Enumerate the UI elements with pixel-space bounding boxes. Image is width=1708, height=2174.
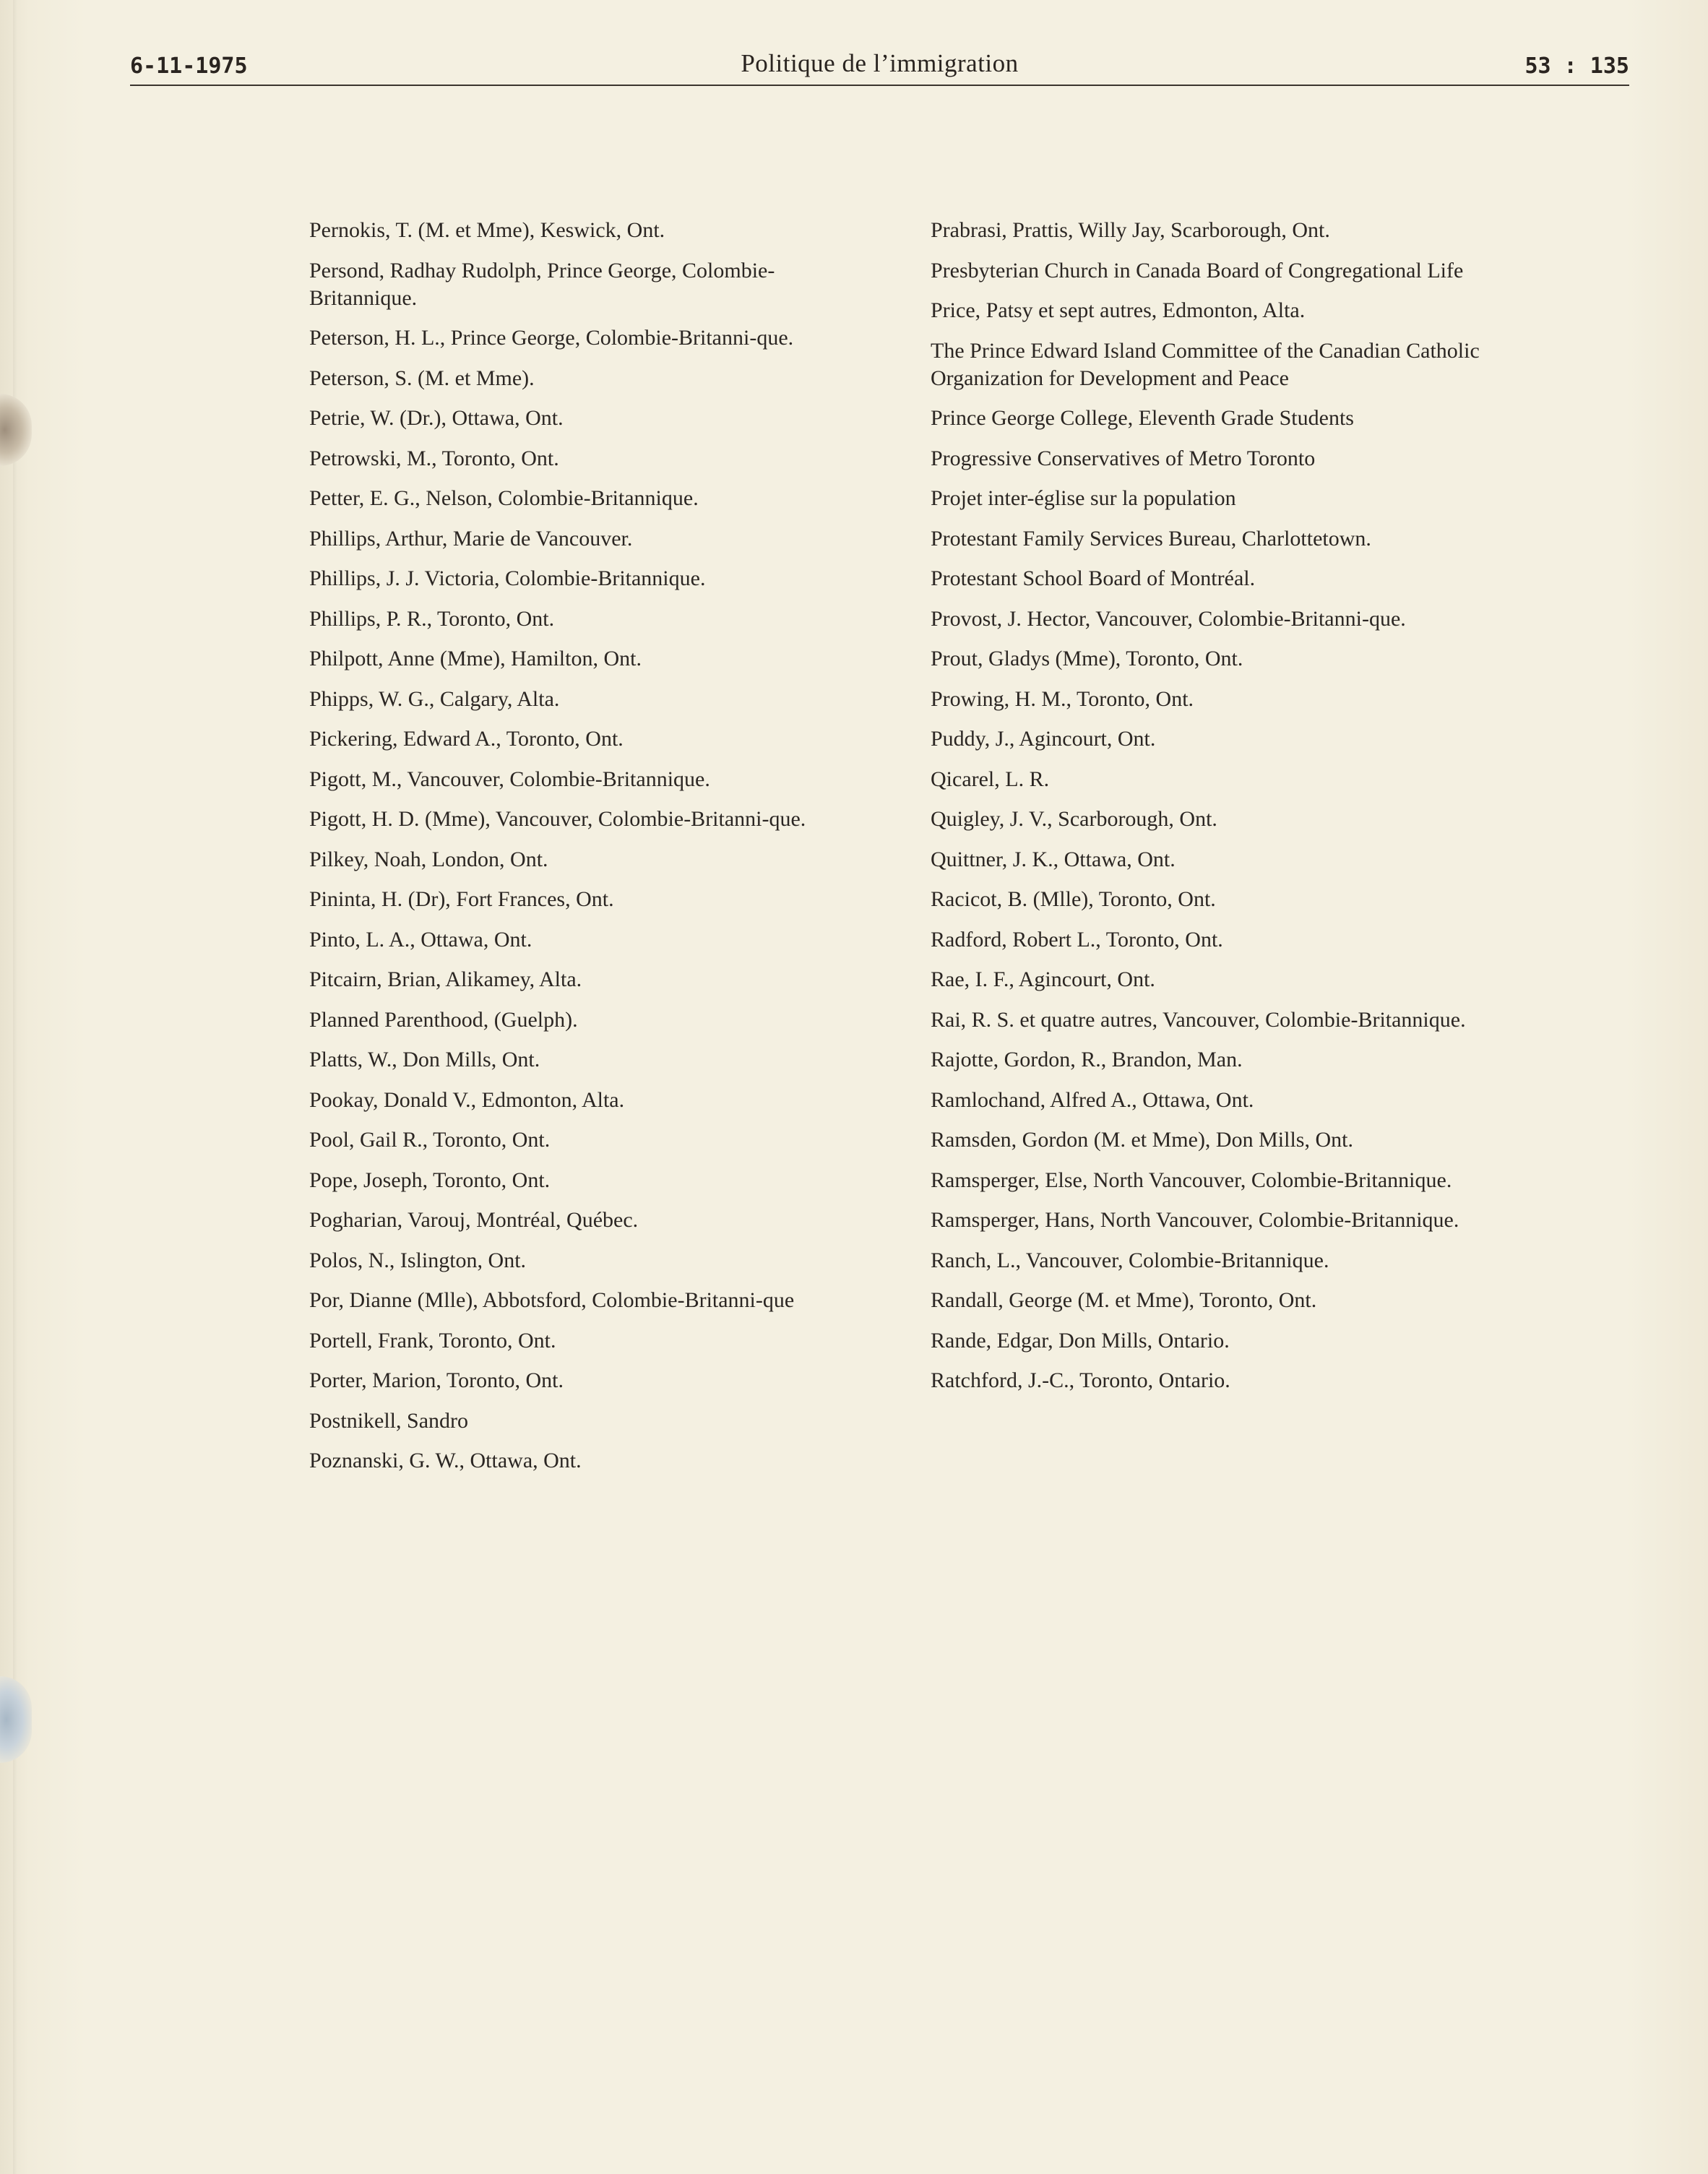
- entry-text: Rande, Edgar, Don Mills, Ontario.: [931, 1328, 1230, 1353]
- entry-text: Ramsperger, Hans, North Vancouver, Colombie-Britannique.: [931, 1208, 1459, 1232]
- punch-hole: [0, 1676, 32, 1763]
- list-item: [309, 1207, 866, 1234]
- list-item: [931, 1167, 1480, 1194]
- entry-text: Prowing, H. M., Toronto, Ont.: [931, 686, 1194, 711]
- entry-text: Projet inter-église sur la population: [931, 486, 1236, 510]
- list-item: [931, 565, 1480, 592]
- list-item: [309, 846, 866, 874]
- entry-text: Planned Parenthood, (Guelph).: [309, 1007, 578, 1032]
- list-item: [931, 686, 1480, 713]
- list-item: [309, 1287, 866, 1314]
- list-item: [931, 605, 1480, 633]
- entry-text: Provost, J. Hector, Vancouver, Colombie-Britanni-que.: [931, 606, 1406, 631]
- list-item: [931, 926, 1480, 954]
- entry-text: Portell, Frank, Toronto, Ont.: [309, 1328, 556, 1353]
- list-item: [931, 217, 1480, 244]
- entry-text: Petrie, W. (Dr.), Ottawa, Ont.: [309, 406, 564, 430]
- entry-text: Phillips, J. J. Victoria, Colombie-Britannique.: [309, 566, 706, 590]
- list-item: [931, 257, 1480, 285]
- list-item: [309, 686, 866, 713]
- entry-text: Prout, Gladys (Mme), Toronto, Ont.: [931, 647, 1243, 670]
- header-title: Politique de l’immigration: [741, 49, 1019, 77]
- list-item: [309, 926, 866, 954]
- entry-text: Pilkey, Noah, London, Ont.: [309, 847, 548, 871]
- list-item: [931, 1247, 1480, 1274]
- list-item: [931, 1207, 1480, 1234]
- entry-text: Poznanski, G. W., Ottawa, Ont.: [309, 1449, 582, 1472]
- list-item: [309, 1167, 866, 1194]
- entry-text: Pope, Joseph, Toronto, Ont.: [309, 1168, 551, 1192]
- list-item: [931, 1087, 1480, 1114]
- list-item: [309, 1247, 866, 1274]
- entry-text: Randall, George (M. et Mme), Toronto, Ont.: [931, 1288, 1317, 1312]
- entry-text: Ramsperger, Else, North Vancouver, Colombie-Britannique.: [931, 1168, 1452, 1192]
- list-item: [309, 1126, 866, 1154]
- list-item: [931, 725, 1480, 753]
- binding-edge: [13, 0, 17, 2174]
- entry-text: Ramsden, Gordon (M. et Mme), Don Mills, Ont.: [931, 1128, 1353, 1152]
- list-item: [309, 405, 866, 432]
- list-item: [931, 1367, 1480, 1394]
- entry-text: Phipps, W. G., Calgary, Alta.: [309, 686, 560, 711]
- list-item: [931, 766, 1480, 793]
- list-item: [309, 565, 866, 592]
- list-item: [309, 324, 866, 352]
- punch-hole: [0, 394, 32, 466]
- list-item: [309, 1367, 866, 1394]
- list-item: [931, 485, 1480, 512]
- entry-text: Petrowski, M., Toronto, Ont.: [309, 446, 559, 470]
- entry-text: Puddy, J., Agincourt, Ont.: [931, 727, 1156, 751]
- entry-text: Pininta, H. (Dr), Fort Frances, Ont.: [309, 887, 614, 911]
- entry-text: Rai, R. S. et quatre autres, Vancouver, Colombie-Britannique.: [931, 1007, 1466, 1032]
- entry-text: Pool, Gail R., Toronto, Ont.: [309, 1128, 551, 1152]
- list-item: [931, 445, 1480, 473]
- entry-text: Rajotte, Gordon, R., Brandon, Man.: [931, 1048, 1243, 1071]
- entry-text: Prabrasi, Prattis, Willy Jay, Scarborough, Ont.: [931, 218, 1330, 242]
- header-date: 6-11-1975: [130, 53, 248, 79]
- entry-text: Quittner, J. K., Ottawa, Ont.: [931, 847, 1176, 871]
- list-item: [931, 525, 1480, 553]
- list-item: [931, 1287, 1480, 1314]
- list-item: [309, 1087, 866, 1114]
- entry-text: The Prince Edward Island Committee of the Canadian Catholic Organization for Development and Peace: [931, 338, 1480, 390]
- list-item: [309, 485, 866, 512]
- entry-text: Phillips, P. R., Toronto, Ont.: [309, 606, 555, 631]
- list-item: [931, 1327, 1480, 1355]
- list-item: [309, 217, 866, 244]
- list-item: [931, 1126, 1480, 1154]
- entry-text: Phillips, Arthur, Marie de Vancouver.: [309, 526, 633, 551]
- entry-text: Philpott, Anne (Mme), Hamilton, Ont.: [309, 647, 642, 670]
- header-page-number: 53 : 135: [1524, 53, 1629, 79]
- entry-text: Porter, Marion, Toronto, Ont.: [309, 1368, 564, 1392]
- list-item: [931, 337, 1480, 392]
- entry-text: Pitcairn, Brian, Alikamey, Alta.: [309, 967, 582, 991]
- list-item: [931, 1046, 1480, 1074]
- entry-text: Petter, E. G., Nelson, Colombie-Britannique.: [309, 486, 699, 510]
- entry-text: Pigott, H. D. (Mme), Vancouver, Colombie-Britanni-que.: [309, 807, 806, 831]
- list-item: [309, 766, 866, 793]
- list-item: [309, 365, 866, 392]
- entry-text: Ratchford, J.-C., Toronto, Ontario.: [931, 1368, 1230, 1392]
- list-item: [931, 645, 1480, 673]
- entry-text: Prince George College, Eleventh Grade Students: [931, 406, 1354, 430]
- list-item: [309, 725, 866, 753]
- list-item: [931, 966, 1480, 993]
- entry-text: Rae, I. F., Agincourt, Ont.: [931, 967, 1155, 991]
- entry-text: Peterson, S. (M. et Mme).: [309, 366, 535, 390]
- header-rule: [130, 85, 1629, 86]
- list-item: [309, 445, 866, 473]
- entry-text: Persond, Radhay Rudolph, Prince George, Colombie-Britannique.: [309, 258, 775, 310]
- entry-text: Ramlochand, Alfred A., Ottawa, Ont.: [931, 1087, 1254, 1112]
- list-item: [309, 1447, 866, 1475]
- right-column: [931, 217, 1480, 1407]
- entry-text: Racicot, B. (Mlle), Toronto, Ont.: [931, 887, 1216, 911]
- list-item: [309, 886, 866, 913]
- entry-text: Pickering, Edward A., Toronto, Ont.: [309, 727, 624, 751]
- list-item: [931, 297, 1480, 324]
- entry-text: Protestant Family Services Bureau, Charlottetown.: [931, 526, 1371, 551]
- left-column: [309, 217, 866, 1488]
- list-item: [309, 1006, 866, 1034]
- list-item: [931, 806, 1480, 833]
- entry-text: Quigley, J. V., Scarborough, Ont.: [931, 807, 1217, 831]
- entry-text: Progressive Conservatives of Metro Toronto: [931, 446, 1316, 470]
- entry-text: Qicarel, L. R.: [931, 767, 1050, 791]
- list-item: [931, 886, 1480, 913]
- list-item: [309, 966, 866, 993]
- list-item: [931, 846, 1480, 874]
- list-item: [309, 605, 866, 633]
- list-item: [309, 806, 866, 833]
- entry-text: Ranch, L., Vancouver, Colombie-Britannique.: [931, 1248, 1329, 1272]
- entry-text: Pernokis, T. (M. et Mme), Keswick, Ont.: [309, 218, 665, 242]
- list-item: [309, 1046, 866, 1074]
- entry-text: Price, Patsy et sept autres, Edmonton, Alta.: [931, 298, 1306, 322]
- entry-text: Pinto, L. A., Ottawa, Ont.: [309, 927, 532, 952]
- list-item: [309, 1327, 866, 1355]
- entry-text: Postnikell, Sandro: [309, 1408, 469, 1433]
- entry-text: Presbyterian Church in Canada Board of Congregational Life: [931, 258, 1464, 282]
- entry-text: Pookay, Donald V., Edmonton, Alta.: [309, 1087, 625, 1112]
- list-item: [309, 1407, 866, 1435]
- list-item: [309, 257, 866, 312]
- entry-text: Radford, Robert L., Toronto, Ont.: [931, 927, 1223, 952]
- entry-text: Por, Dianne (Mlle), Abbotsford, Colombie-Britanni-que: [309, 1288, 795, 1312]
- list-item: [309, 645, 866, 673]
- list-item: [931, 405, 1480, 432]
- entry-text: Peterson, H. L., Prince George, Colombie-Britanni-que.: [309, 326, 794, 350]
- entry-text: Polos, N., Islington, Ont.: [309, 1248, 527, 1272]
- entry-text: Pogharian, Varouj, Montréal, Québec.: [309, 1208, 639, 1232]
- running-header: [130, 48, 1629, 84]
- list-item: [309, 525, 866, 553]
- entry-text: Protestant School Board of Montréal.: [931, 566, 1256, 590]
- entry-text: Platts, W., Don Mills, Ont.: [309, 1048, 540, 1071]
- list-item: [931, 1006, 1480, 1034]
- entry-text: Pigott, M., Vancouver, Colombie-Britannique.: [309, 767, 710, 791]
